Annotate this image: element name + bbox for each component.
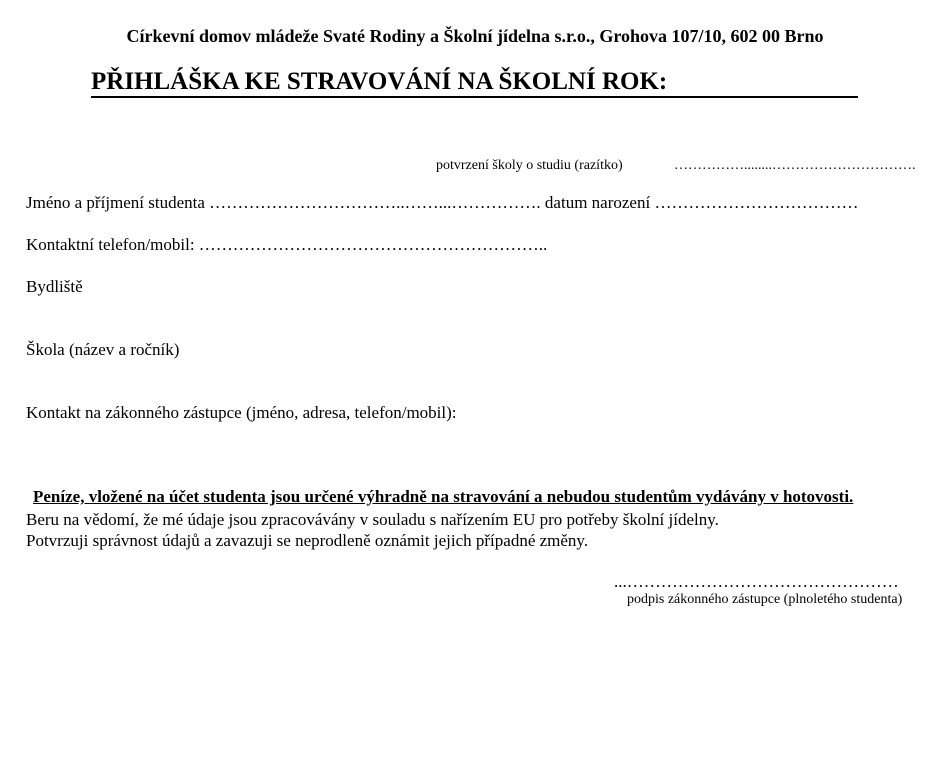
school-label: Škola (název a ročník) [26,340,180,359]
guardian-contact-label: Kontakt na zákonného zástupce (jméno, adresa, telefon/mobil): [26,403,457,422]
stamp-dots: ……………........…………………………. [674,158,916,173]
form-title: PŘIHLÁŠKA KE STRAVOVÁNÍ NA ŠKOLNÍ ROK: [91,68,668,95]
title-underline [91,96,858,98]
signature-label: podpis zákonného zástupce (plnoletého studenta) [627,592,903,607]
stamp-label: potvrzení školy o studiu (razítko) [436,158,623,173]
organization-header: Církevní domov mládeže Svaté Rodiny a Školní jídelna s.r.o., Grohova 107/10, 602 00 Brno [126,26,824,46]
signature-dots: ...………………………………………… [614,572,899,591]
address-label: Bydliště [26,277,83,296]
phone-field: Kontaktní telefon/mobil: …………………………………………………….. [26,235,548,254]
consent-line-2: Potvrzuji správnost údajů a zavazuji se neprodleně oznámit jejich případné změny. [26,531,589,550]
consent-line-1: Beru na vědomí, že mé údaje jsou zpracovávány v souladu s nařízením EU pro potřeby školní jídelny. [26,510,719,529]
payment-notice: Peníze, vložené na účet studenta jsou určené výhradně na stravování a nebudou studentům vydávány v hotovosti. [33,487,854,506]
student-name-birthdate-field: Jméno a příjmení studenta ……………………………..……...……………. datum narození ……………………………… [26,193,859,212]
